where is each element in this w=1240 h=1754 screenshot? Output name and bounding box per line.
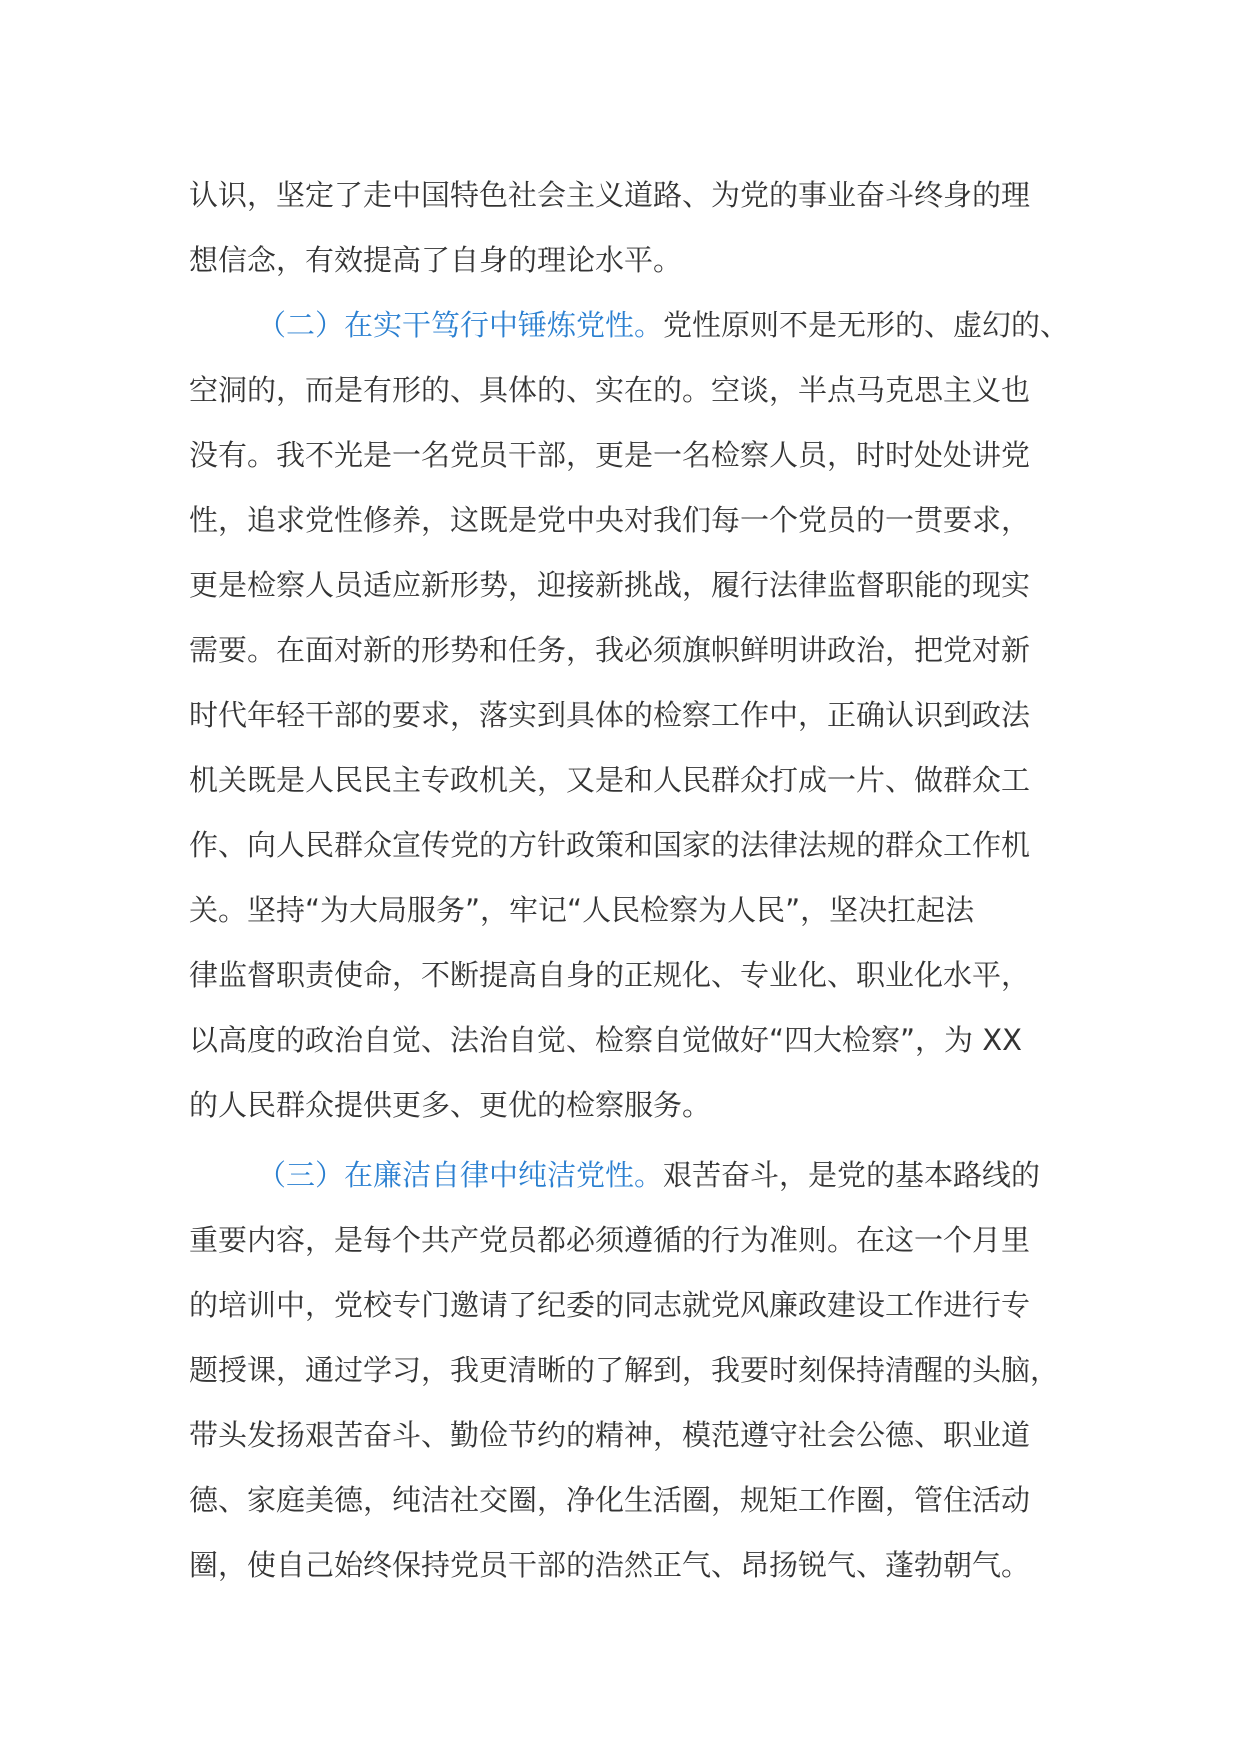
- paragraph-line: 重要内容，是每个共产党员都必须遵循的行为准则。在这一个月里: [189, 1223, 1031, 1257]
- paragraph-first-line: [189, 1143, 1069, 1208]
- paragraph-line: 的培训中，党校专门邀请了纪委的同志就党风廉政建设工作进行专: [189, 1288, 1031, 1322]
- paragraph-line: 机关既是人民民主专政机关，又是和人民群众打成一片、做群众工: [189, 763, 1031, 797]
- paragraph-line: 带头发扬艰苦奋斗、勤俭节约的精神，模范遵守社会公德、职业道: [189, 1418, 1031, 1452]
- paragraph-1: [189, 163, 1069, 293]
- paragraph-line-rest: 党性原则不是无形的、虚幻的、: [663, 308, 1070, 342]
- paragraph-line: 认识，坚定了走中国特色社会主义道路、为党的事业奋斗终身的理: [189, 178, 1031, 212]
- paragraph-line: 以高度的政治自觉、法治自觉、检察自觉做好“四大检察”，为 XX: [189, 1023, 1023, 1057]
- paragraph-line: 德、家庭美德，纯洁社交圈，净化生活圈，规矩工作圈，管住活动: [189, 1483, 1031, 1517]
- paragraph-line: 题授课，通过学习，我更清晰的了解到，我要时刻保持清醒的头脑，: [189, 1353, 1060, 1387]
- paragraph-3: [189, 1143, 1069, 1598]
- paragraph-line: 性，追求党性修养，这既是党中央对我们每一个党员的一贯要求，: [189, 503, 1031, 537]
- paragraph-line: 没有。我不光是一名党员干部，更是一名检察人员，时时处处讲党: [189, 438, 1031, 472]
- section-heading-3: （三）在廉洁自律中纯洁党性。: [257, 1158, 664, 1192]
- paragraph-line: 时代年轻干部的要求，落实到具体的检察工作中，正确认识到政法: [189, 698, 1031, 732]
- paragraph-line: 的人民群众提供更多、更优的检察服务。: [189, 1088, 712, 1122]
- paragraph-line: 空洞的，而是有形的、具体的、实在的。空谈，半点马克思主义也: [189, 373, 1031, 407]
- section-heading-2: （二）在实干笃行中锤炼党性。: [257, 308, 664, 342]
- paragraph-line: 作、向人民群众宣传党的方针政策和国家的法律法规的群众工作机: [189, 828, 1031, 862]
- paragraph-2: [189, 293, 1069, 1138]
- paragraph-line: 想信念，有效提高了自身的理论水平。: [189, 243, 683, 277]
- paragraph-first-line: [189, 293, 1069, 358]
- paragraph-line: 更是检察人员适应新形势，迎接新挑战，履行法律监督职能的现实: [189, 568, 1031, 602]
- paragraph-line: 律监督职责使命，不断提高自身的正规化、专业化、职业化水平，: [189, 958, 1031, 992]
- paragraph-line: 需要。在面对新的形势和任务，我必须旗帜鲜明讲政治，把党对新: [189, 633, 1031, 667]
- paragraph-line: 关。坚持“为大局服务”，牢记“人民检察为人民”，坚决扛起法: [189, 893, 975, 927]
- paragraph-line: 圈，使自己始终保持党员干部的浩然正气、昂扬锐气、蓬勃朝气。: [189, 1548, 1031, 1582]
- paragraph-line-rest: 艰苦奋斗，是党的基本路线的: [663, 1158, 1041, 1192]
